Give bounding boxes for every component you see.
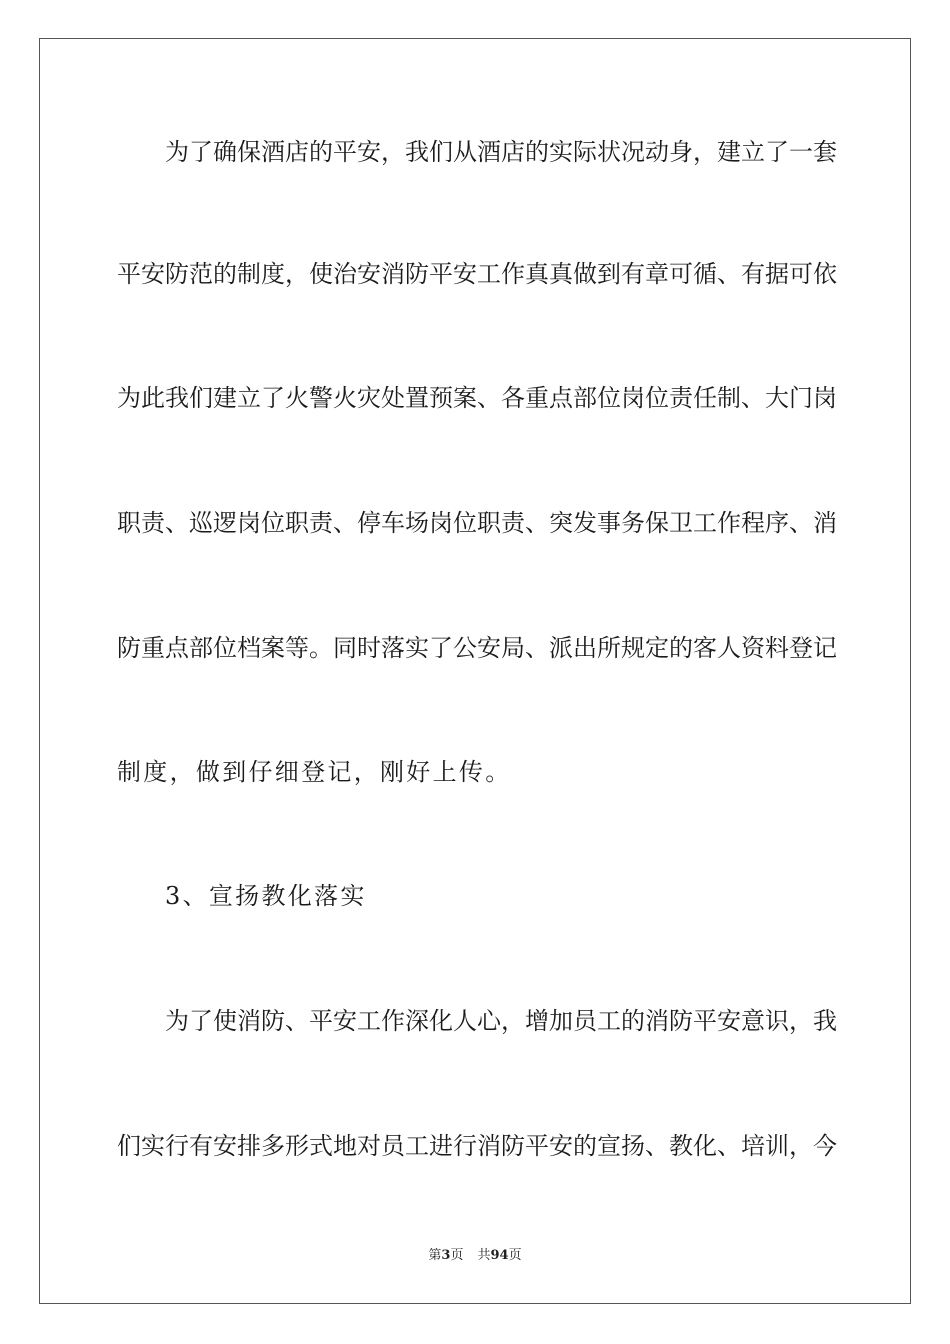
- paragraph-1-line-5: 防重点部位档案等。同时落实了公安局、派出所规定的客人资料登记: [117, 634, 837, 662]
- paragraph-1-line-4: 职责、巡逻岗位职责、停车场岗位职责、突发事务保卫工作程序、消: [117, 509, 837, 537]
- page-prefix: 第: [428, 1248, 442, 1263]
- total-suffix: 页: [508, 1248, 522, 1263]
- page-border: [39, 38, 911, 1304]
- paragraph-1-line-6: 制度，做到仔细登记，刚好上传。: [117, 758, 512, 786]
- section-heading: 3、宣扬教化落实: [165, 882, 367, 910]
- paragraph-1-line-1: 为了确保酒店的平安，我们从酒店的实际状况动身，建立了一套: [165, 138, 837, 166]
- total-prefix: 共: [477, 1248, 491, 1263]
- page-number: 3: [441, 1248, 451, 1263]
- page-suffix: 页: [450, 1248, 464, 1263]
- paragraph-1-line-3: 为此我们建立了火警火灾处置预案、各重点部位岗位责任制、大门岗: [117, 384, 837, 412]
- paragraph-2-line-1: 为了使消防、平安工作深化人心，增加员工的消防平安意识，我: [165, 1007, 837, 1035]
- page-footer: [0, 1247, 950, 1265]
- paragraph-2-line-2: 们实行有安排多形式地对员工进行消防平安的宣扬、教化、培训，今: [117, 1132, 837, 1160]
- total-pages: 94: [490, 1248, 509, 1263]
- paragraph-1-line-2: 平安防范的制度，使治安消防平安工作真真做到有章可循、有据可依: [117, 260, 837, 288]
